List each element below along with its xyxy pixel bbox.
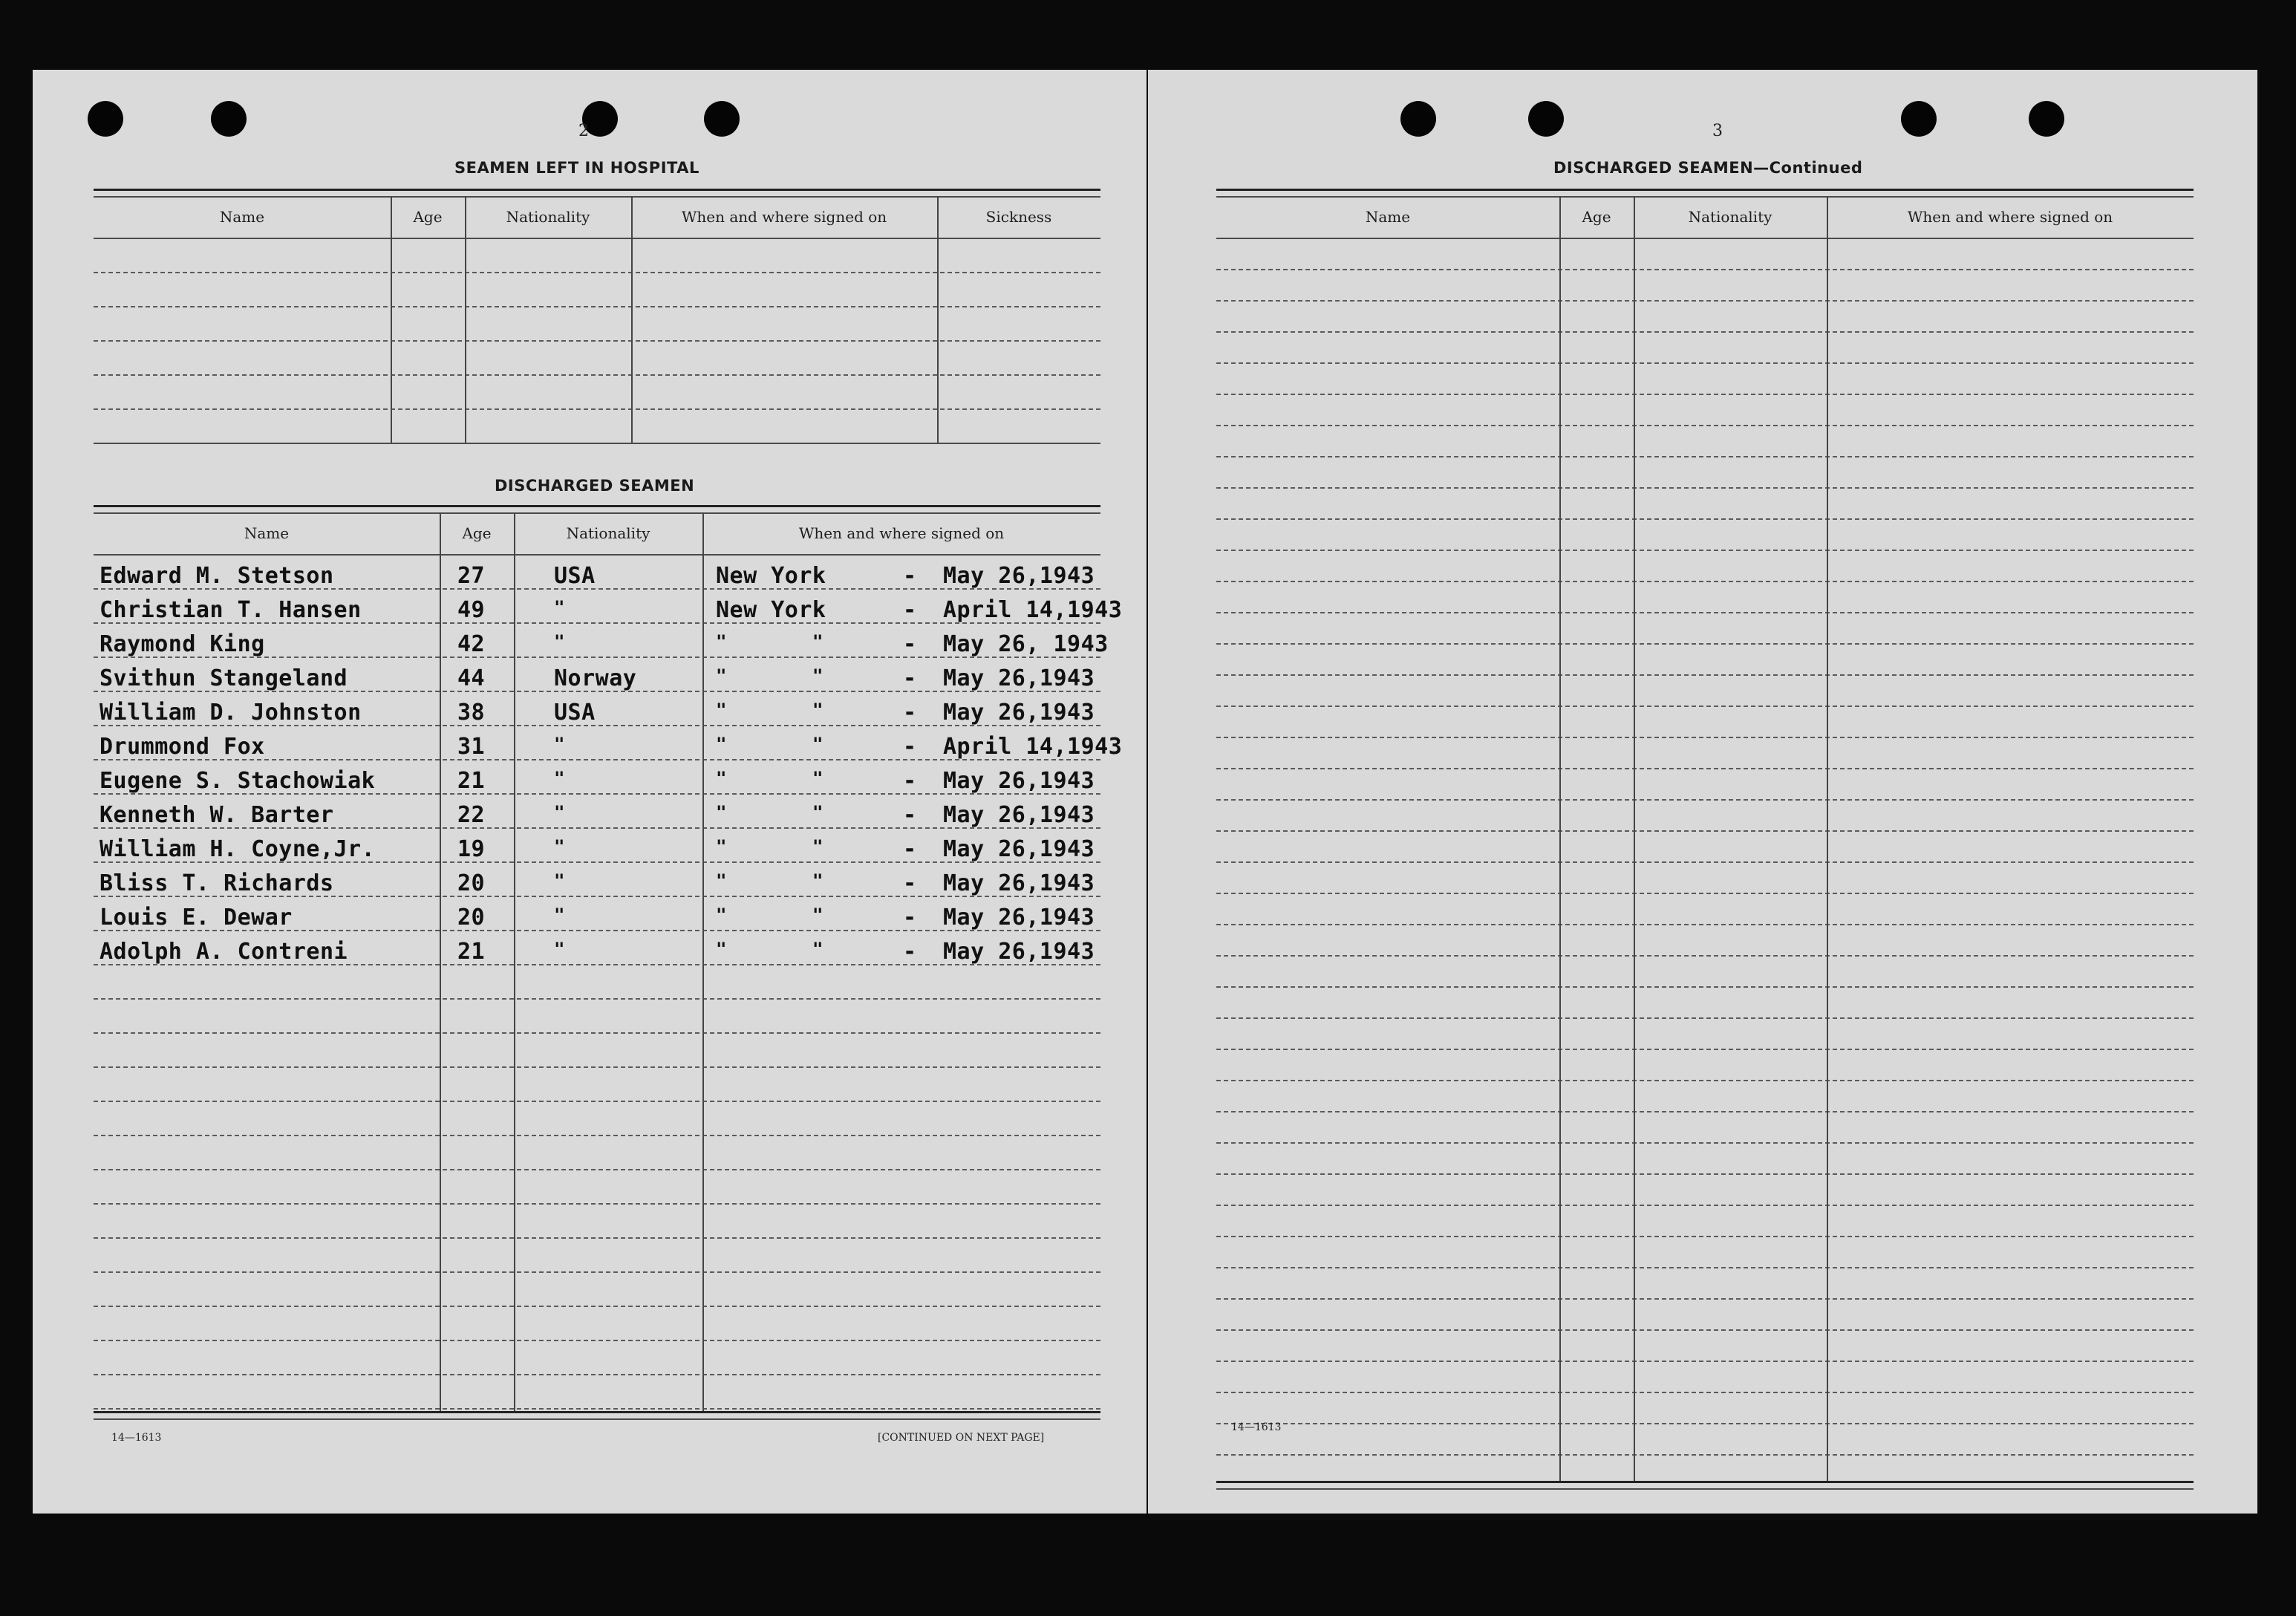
continued-header-name: Name [1365, 208, 1411, 226]
crew-nationality: " [554, 836, 565, 857]
discharged-section-title: DISCHARGED SEAMEN [495, 477, 695, 495]
crew-port: " [716, 939, 727, 960]
crew-date: May 26,1943 [943, 905, 1095, 931]
discharged-header-age: Age [462, 524, 492, 542]
continued-header-signed-on: When and where signed on [1907, 208, 2113, 226]
crew-name: William H. Coyne,Jr. [100, 836, 376, 862]
form-code: 14—1613 [111, 1432, 162, 1444]
hospital-header-name: Name [219, 208, 265, 226]
crew-date: May 26,1943 [943, 870, 1095, 896]
crew-name: Bliss T. Richards [100, 870, 334, 896]
punch-hole [2029, 101, 2064, 137]
crew-dash: - [903, 802, 917, 828]
crew-port: " [716, 700, 727, 720]
page-number: 2 [578, 122, 589, 140]
punch-hole [1528, 101, 1564, 137]
crew-date: May 26,1943 [943, 939, 1095, 965]
crew-dash: - [903, 836, 917, 862]
crew-nationality: " [554, 870, 565, 891]
crew-dash: - [903, 905, 917, 931]
punch-hole [88, 101, 123, 137]
crew-date: May 26,1943 [943, 802, 1095, 828]
hospital-section-title: SEAMEN LEFT IN HOSPITAL [454, 159, 699, 177]
crew-date: May 26, 1943 [943, 631, 1109, 657]
crew-dash: - [903, 631, 917, 657]
crew-nationality: " [554, 802, 565, 823]
crew-date: April 14,1943 [943, 597, 1123, 623]
crew-port-ditto: " [812, 905, 824, 925]
crew-nationality: " [554, 768, 565, 789]
crew-nationality: " [554, 631, 565, 652]
punch-hole [211, 101, 247, 137]
crew-age: 21 [457, 939, 486, 965]
crew-port-ditto: " [812, 665, 824, 686]
crew-name: Drummond Fox [100, 734, 265, 760]
crew-port: " [716, 734, 727, 755]
crew-dash: - [903, 665, 917, 691]
crew-port: " [716, 905, 727, 925]
crew-port-ditto: " [812, 768, 824, 789]
crew-port-ditto: " [812, 700, 824, 720]
page-number: 3 [1712, 122, 1723, 140]
crew-nationality: " [554, 905, 565, 925]
crew-dash: - [903, 870, 917, 896]
punch-hole [1901, 101, 1937, 137]
crew-nationality: Norway [554, 665, 637, 691]
punch-hole [704, 101, 740, 137]
crew-port-ditto: " [812, 734, 824, 755]
crew-name: Louis E. Dewar [100, 905, 293, 931]
crew-port: New York [716, 597, 826, 623]
discharged-header-name: Name [244, 524, 290, 542]
crew-age: 49 [457, 597, 486, 623]
crew-dash: - [903, 563, 917, 589]
crew-nationality: " [554, 734, 565, 755]
crew-name: Raymond King [100, 631, 265, 657]
crew-dash: - [903, 734, 917, 760]
crew-port: " [716, 870, 727, 891]
continued-table [1216, 189, 2194, 1496]
crew-date: May 26,1943 [943, 665, 1095, 691]
crew-nationality: USA [554, 563, 596, 589]
hospital-header-nationality: Nationality [506, 208, 590, 226]
crew-port-ditto: " [812, 836, 824, 857]
crew-age: 27 [457, 563, 486, 589]
crew-age: 31 [457, 734, 486, 760]
crew-name: Kenneth W. Barter [100, 802, 334, 828]
discharged-header-nationality: Nationality [566, 524, 650, 542]
continued-header-age: Age [1582, 208, 1611, 226]
crew-port-ditto: " [812, 802, 824, 823]
crew-age: 42 [457, 631, 486, 657]
crew-port-ditto: " [812, 631, 824, 652]
crew-port-ditto: " [812, 870, 824, 891]
crew-age: 38 [457, 700, 486, 726]
crew-dash: - [903, 597, 917, 623]
hospital-header-age: Age [413, 208, 443, 226]
crew-port-ditto: " [812, 939, 824, 960]
right-page [1148, 70, 2257, 1514]
crew-dash: - [903, 700, 917, 726]
discharged-table [94, 505, 1123, 1493]
crew-date: May 26,1943 [943, 563, 1095, 589]
crew-name: Eugene S. Stachowiak [100, 768, 376, 794]
form-code: 14—1613 [1231, 1421, 1282, 1433]
continued-header-nationality: Nationality [1688, 208, 1772, 226]
crew-port: New York [716, 563, 826, 589]
crew-age: 19 [457, 836, 486, 862]
crew-port: " [716, 631, 727, 652]
crew-date: April 14,1943 [943, 734, 1123, 760]
crew-port: " [716, 665, 727, 686]
hospital-header-sickness: Sickness [985, 208, 1052, 226]
continued-section-title: DISCHARGED SEAMEN—Continued [1553, 159, 1863, 177]
crew-age: 20 [457, 905, 486, 931]
crew-age: 44 [457, 665, 486, 691]
crew-port: " [716, 836, 727, 857]
crew-age: 22 [457, 802, 486, 828]
punch-hole [1400, 101, 1436, 137]
crew-dash: - [903, 768, 917, 794]
crew-name: Edward M. Stetson [100, 563, 334, 589]
crew-port: " [716, 768, 727, 789]
crew-date: May 26,1943 [943, 836, 1095, 862]
crew-dash: - [903, 939, 917, 965]
crew-nationality: USA [554, 700, 596, 726]
hospital-header-signed-on: When and where signed on [681, 208, 887, 226]
crew-age: 20 [457, 870, 486, 896]
crew-date: May 26,1943 [943, 700, 1095, 726]
discharged-header-signed-on: When and where signed on [798, 524, 1005, 542]
crew-name: Svithun Stangeland [100, 665, 348, 691]
crew-nationality: " [554, 939, 565, 960]
crew-name: William D. Johnston [100, 700, 362, 726]
crew-nationality: " [554, 597, 565, 618]
crew-age: 21 [457, 768, 486, 794]
left-page [33, 70, 1147, 1514]
crew-name: Christian T. Hansen [100, 597, 362, 623]
crew-name: Adolph A. Contreni [100, 939, 348, 965]
crew-port: " [716, 802, 727, 823]
continued-note: [CONTINUED ON NEXT PAGE] [878, 1432, 1045, 1444]
crew-date: May 26,1943 [943, 768, 1095, 794]
